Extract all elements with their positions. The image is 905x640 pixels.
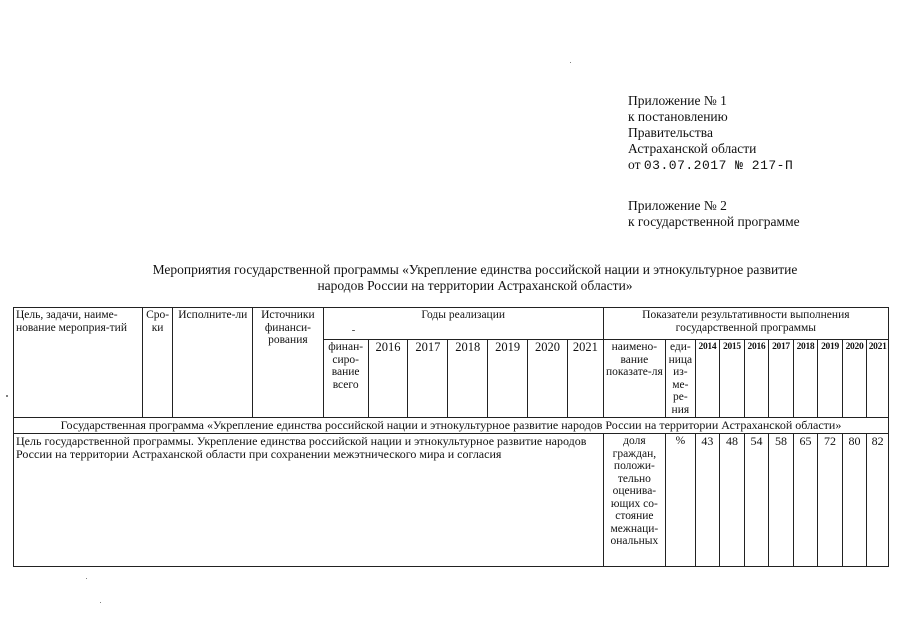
goal-value-2021: 82 (867, 434, 889, 567)
header-performance-indicators: Показатели результативности выполнения государственной программы (603, 308, 888, 340)
scan-speck (6, 395, 8, 397)
scan-speck (352, 330, 355, 331)
document-title-line-1: Мероприятия государственной программы «Укрепление единства российской нации и этнокультурное развитие (152, 262, 798, 277)
program-measures-table (13, 307, 889, 567)
goal-indicator-unit: % (666, 434, 696, 567)
appendix-1-line-2: к постановлению (628, 109, 728, 124)
appendix-1-line-3: Правительства (628, 125, 713, 140)
appendix-2-title: Приложение № 2 (628, 198, 727, 213)
scan-speck (100, 602, 101, 603)
appendix-1-line-4: Астраханской области (628, 141, 757, 156)
appendix-2-line-2: к государственной программе (628, 214, 800, 229)
header-year-2021: 2021 (567, 340, 603, 418)
header-financing-sources: Источники финанси-рования (253, 308, 324, 418)
goal-indicator-name: доля граждан, положи-тельно оценива-ющих со-стояние межнаци-ональных (603, 434, 665, 567)
goal-value-2017: 58 (769, 434, 794, 567)
header-unit: еди-ница из-ме-ре-ния (666, 340, 696, 418)
header-year-2017: 2017 (408, 340, 448, 418)
document-title (60, 262, 890, 294)
header-row-1 (14, 308, 889, 340)
program-title-row (14, 418, 889, 434)
header-year-2016: 2016 (368, 340, 408, 418)
appendix-2-block (628, 198, 800, 230)
goal-value-2020: 80 (842, 434, 867, 567)
goal-row (14, 434, 889, 567)
goal-value-2014: 43 (695, 434, 720, 567)
header-indicator-year-2021: 2021 (867, 340, 889, 418)
header-indicator-year-2018: 2018 (793, 340, 818, 418)
header-financing-total: финан-сиро-вание всего (323, 340, 368, 418)
appendix-1-block (628, 93, 793, 174)
header-goal: Цель, задачи, наиме-нование мероприя-тий (14, 308, 143, 418)
header-indicator-year-2019: 2019 (818, 340, 843, 418)
header-implementation-years: Годы реализации (323, 308, 603, 340)
program-title-cell: Государственная программа «Укрепление единства российской нации и этнокультурное развитие народов России на территории Астраханской области» (14, 418, 889, 434)
document-title-line-2: народов России на территории Астраханской области» (317, 278, 633, 293)
header-indicator-year-2017: 2017 (769, 340, 794, 418)
header-year-2019: 2019 (488, 340, 528, 418)
appendix-1-title: Приложение № 1 (628, 93, 727, 108)
header-year-2018: 2018 (448, 340, 488, 418)
appendix-1-date-prefix: от (628, 157, 641, 172)
header-executors: Исполните-ли (173, 308, 253, 418)
header-indicator-year-2020: 2020 (842, 340, 867, 418)
appendix-1-date-line (628, 157, 793, 174)
header-year-2020: 2020 (528, 340, 568, 418)
scan-speck (86, 578, 87, 579)
goal-value-2018: 65 (793, 434, 818, 567)
header-indicator-year-2015: 2015 (720, 340, 745, 418)
header-terms: Сро-ки (142, 308, 173, 418)
header-indicator-year-2014: 2014 (695, 340, 720, 418)
goal-value-2015: 48 (720, 434, 745, 567)
goal-value-2019: 72 (818, 434, 843, 567)
header-indicator-name: наимено-вание показате-ля (603, 340, 665, 418)
appendix-1-date: 03.07.2017 № 217-П (643, 158, 794, 173)
goal-text-cell: Цель государственной программы. Укрепление единства российской нации и этнокультурное развитие народов России на территории Астраханской области при сохранении межэтнического мира и согласия (14, 434, 604, 567)
scan-speck (570, 62, 571, 63)
header-indicator-year-2016: 2016 (744, 340, 769, 418)
goal-value-2016: 54 (744, 434, 769, 567)
